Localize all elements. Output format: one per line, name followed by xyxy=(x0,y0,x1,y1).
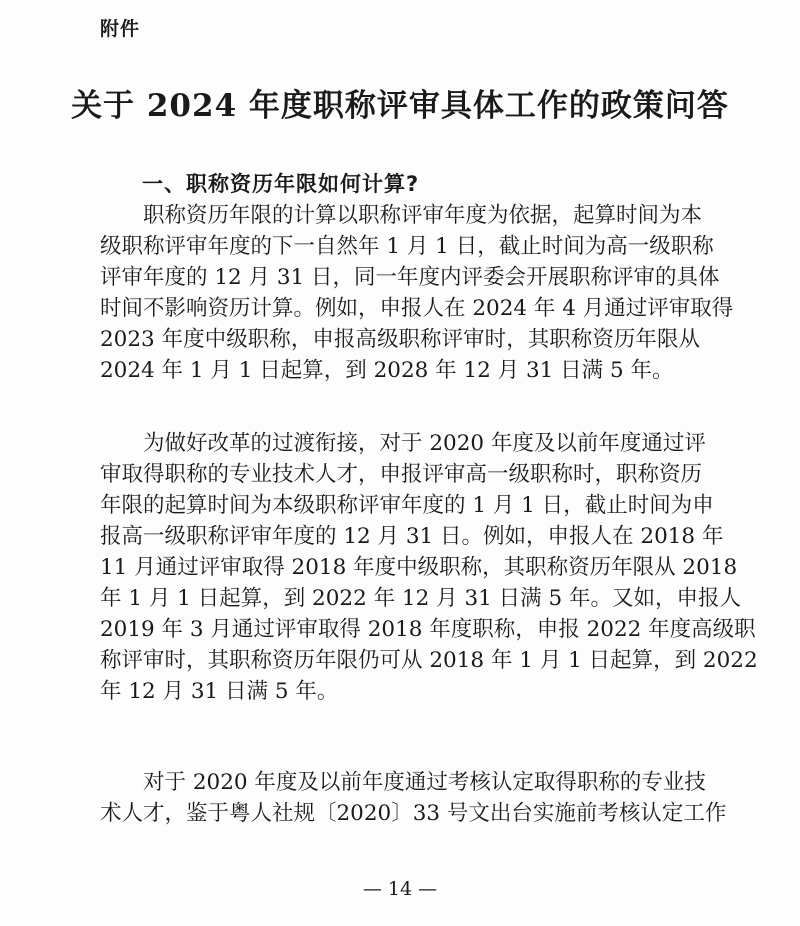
paragraph-line: 术人才，鉴于粤人社规〔2020〕33 号文出台实施前考核认定工作 xyxy=(100,801,727,826)
paragraph-2 xyxy=(100,428,758,707)
paragraph-line: 为做好改革的过渡衔接，对于 2020 年度及以前年度通过评 xyxy=(143,431,706,456)
paragraph-line: 2023 年度中级职称，申报高级职称评审时，其职称资历年限从 xyxy=(100,327,700,352)
paragraph-line: 时间不影响资历计算。例如，申报人在 2024 年 4 月通过评审取得 xyxy=(100,296,734,321)
paragraph-1 xyxy=(100,200,734,386)
paragraph-line: 审取得职称的专业技术人才，申报评审高一级职称时，职称资历 xyxy=(100,462,703,487)
page-number: — 14 — xyxy=(362,878,438,900)
paragraph-3 xyxy=(100,767,727,829)
paragraph-line: 职称资历年限的计算以职称评审年度为依据，起算时间为本 xyxy=(143,203,703,228)
paragraph-line: 评审年度的 12 月 31 日，同一年度内评委会开展职称评审的具体 xyxy=(100,265,720,290)
section-heading: 一、职称资历年限如何计算? xyxy=(142,172,420,196)
document-title: 关于 2024 年度职称评审具体工作的政策问答 xyxy=(71,88,729,124)
paragraph-line: 2019 年 3 月通过评审取得 2018 年度职称，申报 2022 年度高级职 xyxy=(100,617,756,642)
paragraph-line: 对于 2020 年度及以前年度通过考核认定取得职称的专业技 xyxy=(143,770,706,795)
paragraph-line: 级职称评审年度的下一自然年 1 月 1 日，截止时间为高一级职称 xyxy=(100,234,714,259)
paragraph-line: 年 12 月 31 日满 5 年。 xyxy=(100,679,339,704)
paragraph-line: 2024 年 1 月 1 日起算，到 2028 年 12 月 31 日满 5 年。 xyxy=(100,358,674,383)
attachment-label: 附件 xyxy=(100,18,141,40)
paragraph-line: 年 1 月 1 日起算，到 2022 年 12 月 31 日满 5 年。又如，申报人 xyxy=(100,586,741,611)
paragraph-line: 称评审时，其职称资历年限仍可从 2018 年 1 月 1 日起算，到 2022 xyxy=(100,648,758,673)
paragraph-line: 报高一级职称评审年度的 12 月 31 日。例如，申报人在 2018 年 xyxy=(100,524,724,549)
paragraph-line: 年限的起算时间为本级职称评审年度的 1 月 1 日，截止时间为申 xyxy=(100,493,714,518)
paragraph-line: 11 月通过评审取得 2018 年度中级职称，其职称资历年限从 2018 xyxy=(100,555,738,580)
